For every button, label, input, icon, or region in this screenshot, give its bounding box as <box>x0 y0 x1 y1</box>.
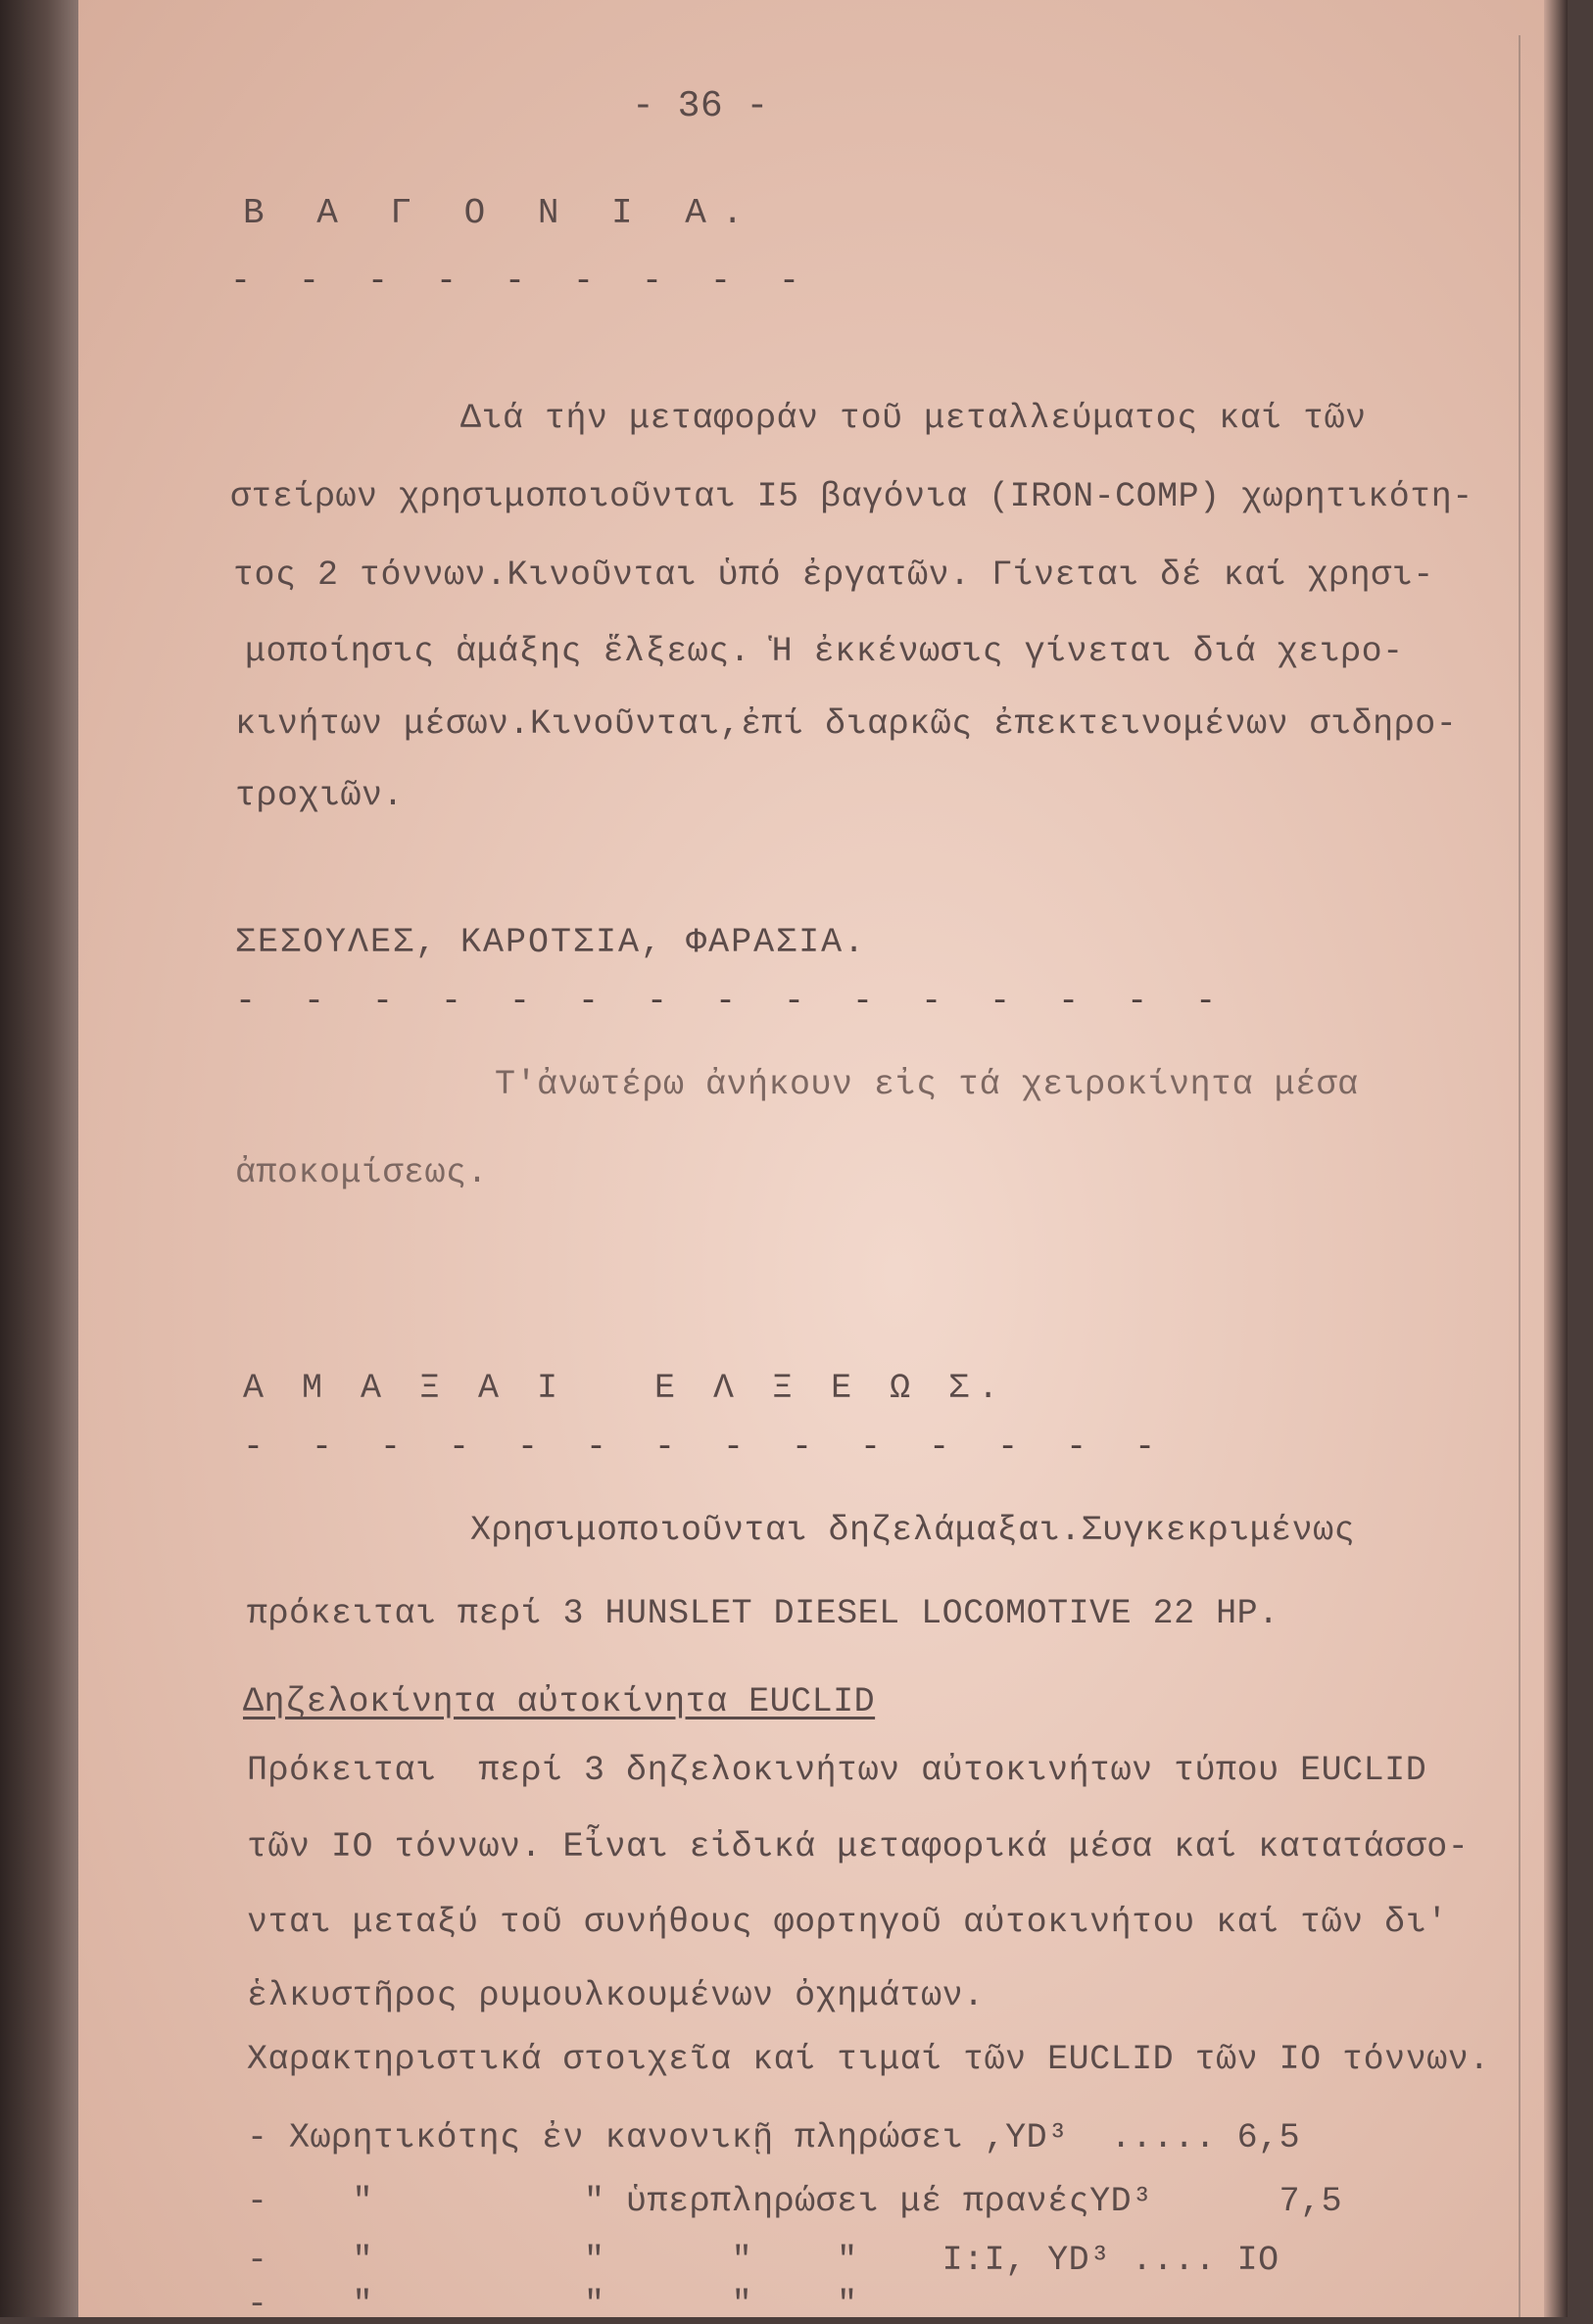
paragraph-line: τῶν ΙΟ τόννων. Εἶναι εἰδικά μεταφορικά μέσα καί κατατάσσο- <box>247 1827 1470 1866</box>
paragraph-line: τος 2 τόννων.Κινοῦνται ὑπό ἐργατῶν. Γίνεται δέ καί χρησι- <box>233 556 1434 595</box>
spec-line: - " " " " <box>247 2285 858 2324</box>
document-page <box>78 0 1568 2324</box>
heading-underline: - - - - - - - - - - - - - - <box>243 1428 1170 1467</box>
paragraph-line: κινήτων μέσων.Κινοῦνται,ἐπί διαρκῶς ἐπεκτεινομένων σιδηρο- <box>235 704 1458 744</box>
page-number: - 36 - <box>632 85 769 127</box>
paragraph-line: μοποίησις ἁμάξης ἕλξεως. Ἡ ἐκκένωσις γίνεται διά χειρο- <box>245 632 1404 671</box>
spec-line: - Χωρητικότης ἐν κανονικῇ πληρώσει ,YD³ ..... 6,5 <box>247 2118 1301 2157</box>
subsection-title: Δηζελοκίνητα αὐτοκίνητα EUCLID <box>243 1682 876 1721</box>
heading-underline: - - - - - - - - - - - - - - - <box>235 982 1231 1021</box>
paragraph-line: ἑλκυστῆρος ρυμουλκουμένων ὀχημάτων. <box>247 1976 985 2015</box>
paragraph-line: Πρόκειται περί 3 δηζελοκινήτων αὐτοκινήτων τύπου EUCLID <box>247 1751 1427 1790</box>
paragraph-line: τροχιῶν. <box>235 776 405 815</box>
paragraph-line: νται μεταξύ τοῦ συνήθους φορτηγοῦ αὐτοκινήτου καί τῶν δι' <box>247 1903 1448 1942</box>
section-heading-wagons: Β Α Γ Ο Ν Ι Α. <box>243 193 759 233</box>
paragraph-line: πρόκειται περί 3 HUNSLET DIESEL LOCOMOTIVE 22 HP. <box>247 1594 1279 1633</box>
page-frame-line <box>1519 35 1538 2317</box>
heading-underline: - - - - - - - - - <box>230 262 814 301</box>
paragraph-line: Τ'ἀνωτέρω ἀνήκουν εἰς τά χειροκίνητα μέσα <box>495 1065 1359 1104</box>
section-heading-traction-cars: Α Μ Α Ξ Α Ι Ε Λ Ξ Ε Ω Σ. <box>243 1369 1008 1408</box>
section-heading-carts: ΣΕΣΟΥΛΕΣ, ΚΑΡΟΤΣΙΑ, ΦΑΡΑΣΙΑ. <box>235 923 867 962</box>
paragraph-line: Διά τήν μεταφοράν τοῦ μεταλλεύματος καί τῶν <box>460 399 1367 438</box>
book-binding-shadow <box>0 0 78 2317</box>
page-edge <box>1544 0 1568 2317</box>
paragraph-line: Χαρακτηριστικά στοιχεῖα καί τιμαί τῶν EUCLID τῶν ΙΟ τόννων. <box>247 2040 1490 2079</box>
paragraph-line: ἀποκομίσεως. <box>235 1153 489 1192</box>
paragraph-line: στείρων χρησιμοποιοῦνται Ι5 βαγόνια (IRON-COMP) χωρητικότη- <box>230 477 1473 516</box>
paragraph-line: Χρησιμοποιοῦνται δηζελάμαξαι.Συγκεκριμένως <box>470 1511 1356 1550</box>
spec-line: - " " " " Ι:Ι, YD³ .... ΙΟ <box>247 2241 1279 2280</box>
spec-line: - " " ὑπερπληρώσει μέ πρανέςYD³ 7,5 <box>247 2182 1343 2221</box>
